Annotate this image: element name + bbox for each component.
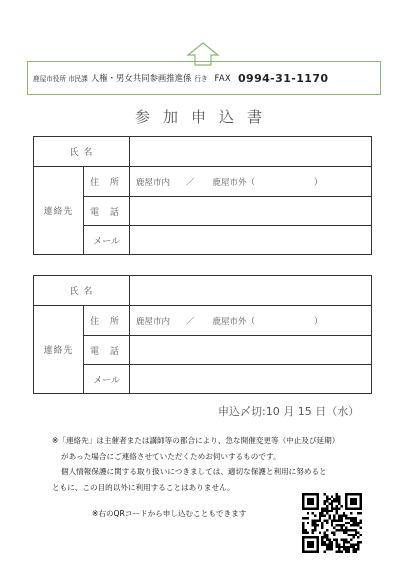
name-field[interactable] bbox=[130, 276, 372, 306]
application-form-2 bbox=[33, 275, 372, 394]
name-label: 氏 名 bbox=[34, 276, 130, 306]
separator: ／ bbox=[186, 177, 195, 188]
phone-field[interactable] bbox=[130, 197, 372, 226]
in-city-option[interactable]: 鹿屋市内 bbox=[136, 316, 171, 327]
header-fax-number: 0994-31-1170 bbox=[237, 71, 329, 85]
name-label: 氏 名 bbox=[34, 137, 130, 167]
name-field[interactable] bbox=[130, 137, 372, 167]
page-title: 参加申込書 bbox=[134, 108, 275, 126]
email-label: メール bbox=[84, 226, 130, 255]
phone-label: 電 話 bbox=[84, 336, 130, 365]
separator: ／ bbox=[186, 316, 195, 327]
email-field[interactable] bbox=[130, 365, 372, 394]
notes bbox=[52, 433, 382, 495]
header-fax-label: FAX bbox=[214, 73, 231, 83]
note-line: 個人情報保護に関する取り扱いにつきましては、適切な保護と利用に努めると bbox=[61, 467, 327, 476]
contact-label: 連絡先 bbox=[34, 167, 84, 255]
address-label: 住 所 bbox=[84, 167, 130, 197]
address-field[interactable] bbox=[130, 306, 372, 336]
out-city-option[interactable]: 鹿屋市外（ bbox=[212, 177, 256, 188]
note-line: があった場合にご連絡させていただくためお伺いするものです。 bbox=[61, 451, 281, 461]
out-city-option[interactable]: 鹿屋市外（ bbox=[212, 316, 256, 327]
note-line: ※「連絡先」は主催者または講師等の都合により、急な開催変更等（中止及び延期） bbox=[52, 436, 340, 445]
header-to: 行き bbox=[194, 75, 208, 83]
fax-header bbox=[27, 61, 381, 95]
contact-label: 連絡先 bbox=[34, 306, 84, 394]
header-section: 人権・男女共同参画推進係 bbox=[90, 73, 192, 83]
close-paren: ） bbox=[314, 177, 323, 188]
address-label: 住 所 bbox=[84, 306, 130, 336]
in-city-option[interactable]: 鹿屋市内 bbox=[136, 177, 171, 188]
qr-note: ※右のQRコードから申し込むこともできます bbox=[92, 509, 247, 518]
address-field[interactable] bbox=[130, 167, 372, 197]
deadline: 申込〆切:10 月 15 日（水） bbox=[218, 405, 360, 418]
phone-field[interactable] bbox=[130, 336, 372, 365]
phone-label: 電 話 bbox=[84, 197, 130, 226]
header-dept: 鹿屋市役所 市民課 bbox=[33, 75, 88, 83]
qr-code-icon[interactable] bbox=[302, 493, 362, 553]
close-paren: ） bbox=[314, 316, 323, 327]
email-label: メール bbox=[84, 365, 130, 394]
application-form-1 bbox=[33, 136, 372, 255]
note-line: ともに、この目的以外に利用することはありません。 bbox=[52, 482, 235, 492]
email-field[interactable] bbox=[130, 226, 372, 255]
